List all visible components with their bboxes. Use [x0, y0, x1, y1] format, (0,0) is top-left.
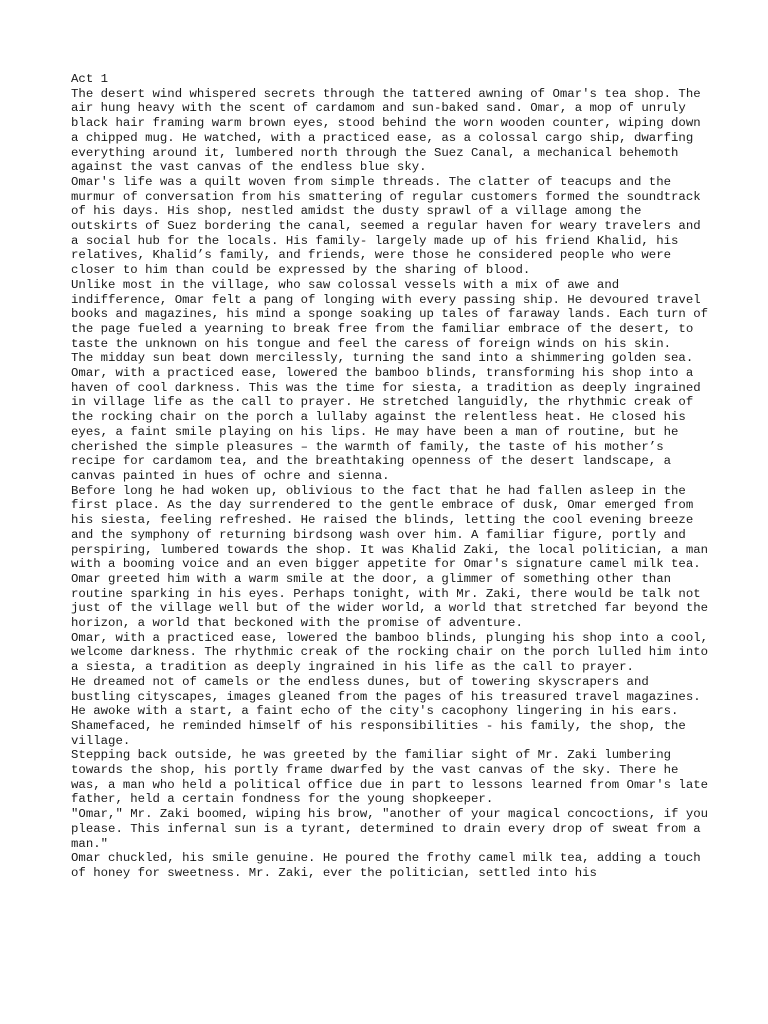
paragraph: Omar, with a practiced ease, lowered the bamboo blinds, plunging his shop into a cool, welcome darkness. The rhythmic creak of the rocking chair on the porch lulled him into a siesta, a tradition as deeply ingrained in his life as the call to prayer.	[71, 630, 709, 675]
act-heading: Act 1	[71, 72, 109, 86]
document-page	[71, 72, 711, 881]
paragraph: He dreamed not of camels or the endless dunes, but of towering skyscrapers and bustling cityscapes, images gleaned from the pages of his treasured travel magazines. He awoke with a start, a faint echo of the city's cacophony lingering in his ears. Shamefaced, he reminded himself of his responsibilities - his family, the shop, the village.	[71, 674, 701, 748]
paragraph: Omar chuckled, his smile genuine. He poured the frothy camel milk tea, adding a touch of honey for sweetness. Mr. Zaki, ever the politician, settled into his	[71, 851, 701, 880]
paragraph: Stepping back outside, he was greeted by the familiar sight of Mr. Zaki lumbering towards the shop, his portly frame dwarfed by the vast canvas of the sky. There he was, a man who held a political office due in part to lessons learned from Omar's late father, held a certain fondness for the young shopkeeper.	[71, 748, 709, 807]
paragraph: Omar's life was a quilt woven from simple threads. The clatter of teacups and the murmur of conversation from his smattering of regular customers formed the soundtrack of his days. His shop, nestled amidst the dusty sprawl of a village among the outskirts of Suez bordering the canal, seemed a regular haven for weary travelers and a social hub for the locals. His family- largely made up of his friend Khalid, his relatives, Khalid’s family, and friends, were those he considered people who were closer to him than could be expressed by the sharing of blood.	[71, 174, 701, 278]
paragraph: Before long he had woken up, oblivious to the fact that he had fallen asleep in the first place. As the day surrendered to the gentle embrace of dusk, Omar emerged from his siesta, feeling refreshed. He raised the blinds, letting the cool evening breeze and the symphony of returning birdsong wash over him. A familiar figure, portly and perspiring, lumbered towards the shop. It was Khalid Zaki, the local politician, a man with a booming voice and an even bigger appetite for Omar's signature camel milk tea. Omar greeted him with a warm smile at the door, a glimmer of something other than routine sparking in his eyes. Perhaps tonight, with Mr. Zaki, there would be talk not just of the village well but of the wider world, a world that stretched far beyond the horizon, a world that beckoned with the promise of adventure.	[71, 483, 709, 631]
paragraph: "Omar," Mr. Zaki boomed, wiping his brow, "another of your magical concoctions, if you please. This infernal sun is a tyrant, determined to drain every drop of sweat from a man."	[71, 807, 709, 851]
paragraph: Unlike most in the village, who saw colossal vessels with a mix of awe and indifference, Omar felt a pang of longing with every passing ship. He devoured travel books and magazines, his mind a sponge soaking up tales of faraway lands. Each turn of the page fueled a yearning to break free from the familiar embrace of the desert, to taste the unknown on his tongue and feel the caress of foreign winds on his skin.	[71, 277, 709, 351]
paragraph: The desert wind whispered secrets through the tattered awning of Omar's tea shop. The air hung heavy with the scent of cardamom and sun-baked sand. Omar, a mop of unruly black hair framing warm brown eyes, stood behind the worn wooden counter, wiping down a chipped mug. He watched, with a practiced ease, as a colossal cargo ship, dwarfing everything around it, lumbered north through the Suez Canal, a mechanical behemoth against the vast canvas of the endless blue sky.	[71, 86, 701, 175]
paragraph: The midday sun beat down mercilessly, turning the sand into a shimmering golden sea. Omar, with a practiced ease, lowered the bamboo blinds, transforming his shop into a haven of cool darkness. This was the time for siesta, a tradition as deeply ingrained in village life as the call to prayer. He stretched languidly, the rhythmic creak of the rocking chair on the porch a lullaby against the relentless heat. He closed his eyes, a faint smile playing on his lips. He may have been a man of routine, but he cherished the simple pleasures – the warmth of family, the taste of his mother’s recipe for cardamom tea, and the breathtaking openness of the desert landscape, a canvas painted in hues of ochre and sienna.	[71, 351, 701, 483]
